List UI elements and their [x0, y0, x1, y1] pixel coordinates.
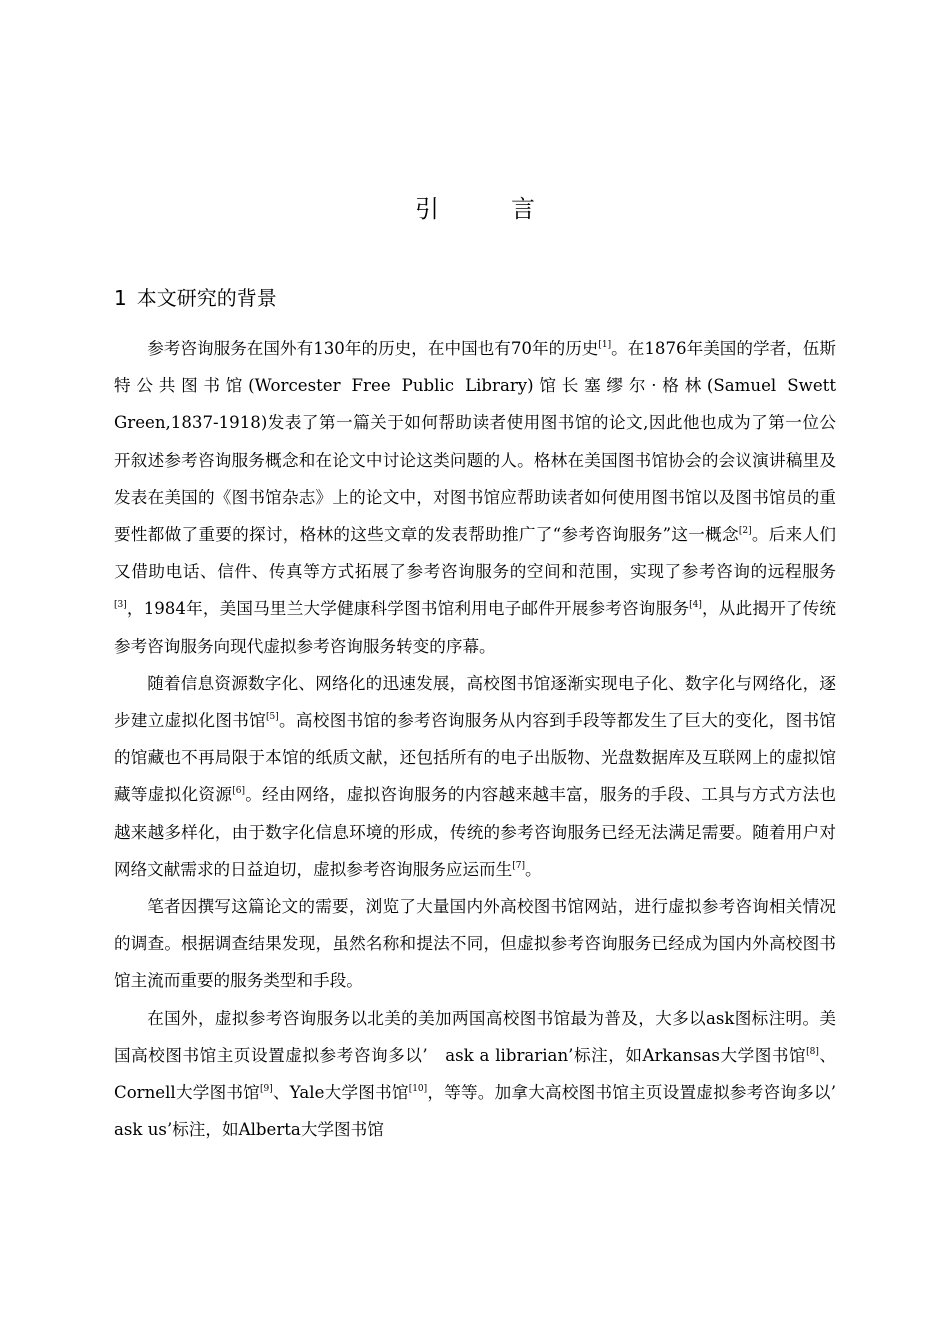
citation-ref: [1] — [598, 340, 612, 350]
text-run: ，1984年，美国马里兰大学健康科学图书馆利用电子邮件开展参考咨询服务 — [126, 599, 690, 619]
text-run: 随着信息资源数字化、网络化的迅速发展，高校图书馆逐渐实现电子化、数字化与网络化，逐步建立虚拟化图书馆 — [114, 673, 836, 731]
text-run: ，从此揭开了传统参考咨询服务向现代虚拟参考咨询服务转变的序幕。 — [114, 599, 836, 656]
text-run: 在国外，虚拟参考咨询服务以北美的美加两国高校图书馆最为普及，大多以ask图标注明。美国高校图书馆主页设置虚拟参考咨询多以’ ask a librarian’标注，如Arkansas大学图书馆 — [114, 1008, 836, 1065]
citation-ref: [4] — [689, 600, 702, 611]
citation-ref: [2] — [738, 526, 752, 537]
section-title: 本文研究的背景 — [136, 286, 277, 310]
text-run: 。后来人们又借助电话、信件、传真等方式拓展了参考咨询服务的空间和范围，实现了参考咨询的远程服务 — [114, 525, 836, 582]
text-run: 。 — [525, 859, 542, 879]
page-title: 引 言 — [415, 195, 559, 223]
paragraph — [114, 1000, 853, 1149]
citation-ref: [10] — [408, 1084, 428, 1095]
text-run: 笔者因撰写这篇论文的需要，浏览了大量国内外高校图书馆网站，进行虚拟参考咨询相关情况的调查。根据调查结果发现，虽然名称和提法不同，但虚拟参考咨询服务已经成为国内外高校图书馆主流而重要的服务类型和手段。 — [114, 897, 836, 991]
text-run: 。在1876年美国的学者，伍斯特公共图书馆(Worcester Free Public Library)馆长塞缪尔·格林(Samuel Swett Green,1837-1918)发表了第一篇关于如何帮助读者使用图书馆的论文,因此他也成为了第一位公开叙述参考咨询服务概念和在论文中讨论这类问题的人。格林在美国图书馆协会的会议演讲稿里及发表在美国的《图书馆杂志》上的论文中，对图书馆应帮助读者如何使用图书馆以及图书馆员的重要性都做了重要的探讨，格林的这些文章的发表帮助推广了“参考咨询服务”这一概念 — [114, 339, 836, 545]
citation-ref: [8] — [806, 1046, 819, 1057]
text-run: 、Cornell大学图书馆 — [114, 1045, 837, 1103]
citation-ref: [3] — [114, 600, 127, 611]
text-run: 。经由网络，虚拟咨询服务的内容越来越丰富，服务的手段、工具与方式方法也越来越多样化，由于数字化信息环境的形成，传统的参考咨询服务已经无法满足需要。随着用户对网络文献需求的日益迫切，虚拟参考咨询服务应运而生 — [114, 785, 837, 879]
citation-ref: [9] — [259, 1084, 273, 1095]
body-text — [114, 330, 853, 1148]
paragraph — [114, 888, 836, 1000]
paragraph — [114, 330, 836, 665]
section-number: 1 — [114, 286, 127, 310]
citation-ref: [5] — [265, 712, 279, 723]
section-heading — [114, 282, 277, 314]
text-run: 参考咨询服务在国外有130年的历史，在中国也有70年的历史 — [147, 339, 599, 358]
text-run: 、Yale大学图书馆 — [272, 1083, 409, 1103]
text-run: ，等等。加拿大高校图书馆主页设置虚拟参考咨询多以’ ask us’标注，如Alberta大学图书馆 — [114, 1083, 853, 1140]
citation-ref: [7] — [512, 860, 525, 871]
citation-ref: [6] — [232, 786, 245, 797]
paragraph — [114, 665, 836, 888]
text-run: 。高校图书馆的参考咨询服务从内容到手段等都发生了巨大的变化，图书馆的馆藏也不再局限于本馆的纸质文献，还包括所有的电子出版物、光盘数据库及互联网上的虚拟馆藏等虚拟化资源 — [114, 711, 837, 805]
